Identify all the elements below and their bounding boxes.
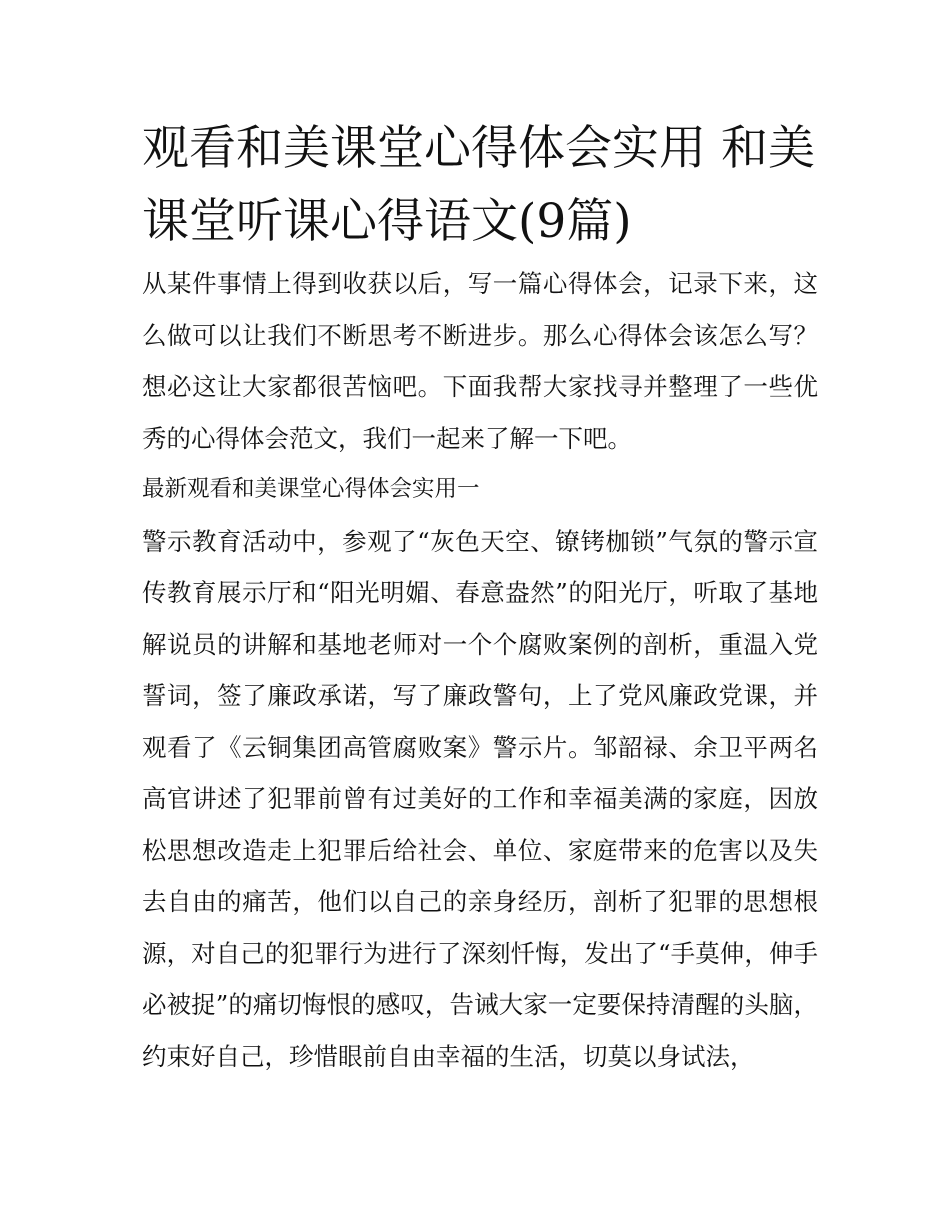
section-heading: 最新观看和美课堂心得体会实用一 bbox=[142, 476, 480, 502]
intro-paragraph: 从某件事情上得到收获以后，写一篇心得体会，记录下来，这么做可以让我们不断思考不断进步。那么心得体会该怎么写？想必这让大家都很苦恼吧。下面我帮大家找寻并整理了一些优秀的心得体会范文，我们一起来了解一下吧。 bbox=[142, 269, 818, 453]
document-title: 观看和美课堂心得体会实用 和美课堂听课心得语文(9篇) bbox=[142, 121, 815, 249]
body-paragraph: 警示教育活动中，参观了“灰色天空、镣铐枷锁”气氛的警示宣传教育展示厅和“阳光明媚、春意盎然”的阳光厅，听取了基地解说员的讲解和基地老师对一个个腐败案例的剖析，重温入党誓词，签了廉政承诺，写了廉政警句，上了党风廉政党课，并观看了《云铜集团高管腐败案》警示片。邹韶禄、余卫平两名高官讲述了犯罪前曾有过美好的工作和幸福美满的家庭，因放松思想改造走上犯罪后给社会、单位、家庭带来的危害以及失去自由的痛苦，他们以自己的亲身经历，剖析了犯罪的思想根源，对自己的犯罪行为进行了深刻忏悔，发出了“手莫伸，伸手必被捉”的痛切悔恨的感叹，告诫大家一定要保持清醒的头脑，约束好自己，珍惜眼前自由幸福的生活，切莫以身试法， bbox=[142, 526, 818, 1071]
document-content bbox=[142, 112, 818, 1082]
